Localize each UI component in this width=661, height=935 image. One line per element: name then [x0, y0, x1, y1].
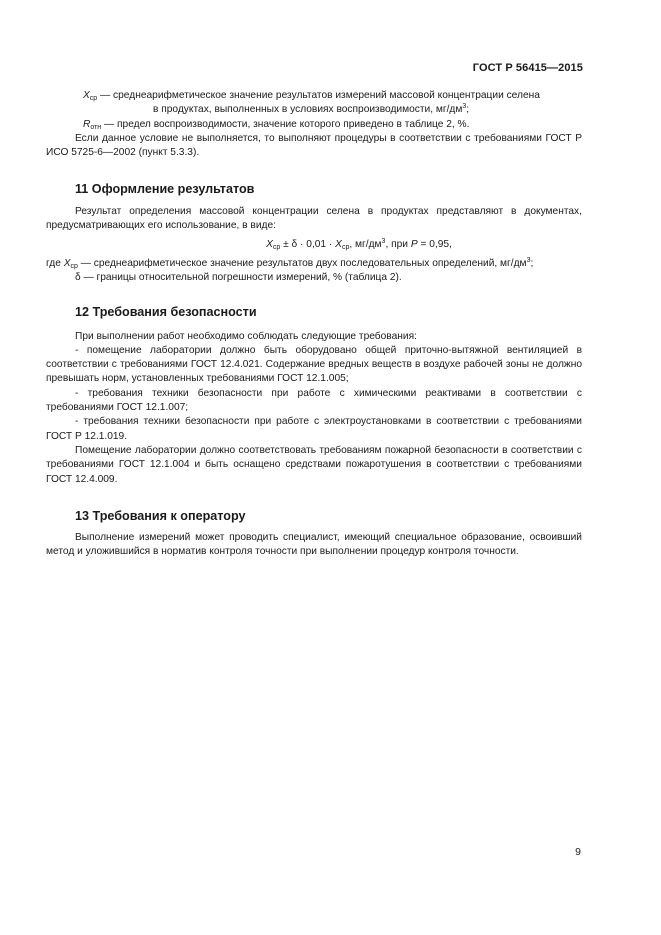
condition-paragraph: Если данное условие не выполняется, то выполняют процедуры в соответствии с требованиями ГОСТ Р ИСО 5725-6—2002 (пункт 5.3.3). [46, 132, 582, 159]
page-content [46, 89, 582, 560]
where-text: — среднеарифметическое значение результатов двух последовательных определений, мг/дм [77, 257, 527, 269]
safety-item-chemicals: - требования техники безопасности при работе с химическими реактивами в соответствии с требованиями ГОСТ 12.1.007; [46, 387, 582, 414]
formula-x2-subscript: ср [341, 244, 350, 252]
xcp-subscript: ср [89, 95, 98, 102]
r-definition [83, 118, 582, 132]
section-12-intro: При выполнении работ необходимо соблюдать следующие требования: [75, 330, 417, 342]
r-text: — предел воспроизводимости, значение которого приведено в таблице 2, %. [101, 118, 470, 130]
formula-x-subscript: ср [272, 244, 281, 252]
r-symbol: R [83, 118, 91, 130]
r-subscript: отн [90, 123, 102, 131]
section-13-title: 13 Требования к оператору [75, 508, 246, 523]
formula-middle: ± δ · 0,01 · [280, 239, 336, 251]
xcp-definition [83, 89, 582, 103]
formula-x: X [266, 239, 273, 251]
result-formula [46, 238, 582, 252]
where-end: ; [530, 257, 534, 269]
xcp-text-end: ; [466, 104, 470, 116]
safety-item-ventilation: - помещение лаборатории должно быть оборудовано общей приточно-вытяжной вентиляцией в соответствии с требованиями ГОСТ 12.4.021. Содержание вредных веществ в воздухе рабочей зоны не должно превышать норм, установленных требованиями ГОСТ 12.1.005; [46, 344, 582, 385]
formula-x2: X [335, 239, 342, 251]
formula-p: P [410, 239, 418, 251]
formula-unit-superscript: 3 [381, 238, 386, 246]
document-code-header: ГОСТ Р 56415—2015 [472, 62, 583, 74]
xcp-text-line2: в продуктах, выполненных в условиях воспроизводимости, мг/дм [153, 104, 463, 116]
where-xcp-line [46, 257, 582, 271]
delta-definition [75, 271, 582, 285]
section-13-paragraph: Выполнение измерений может проводить специалист, имеющий специальное образование, освоивший метод и уложившийся в норматив контроля точности при выполнении процедур контроля точности. [46, 532, 582, 558]
where-prefix: где [46, 257, 64, 269]
formula-condition: , при [385, 239, 411, 251]
xcp-text-line1: — среднеарифметическое значение результатов измерений массовой концентрации селена [97, 90, 540, 101]
formula-unit: , мг/дм [349, 239, 382, 251]
xcp-unit-superscript: 3 [462, 103, 467, 111]
xcp-symbol: X [83, 90, 90, 101]
delta-text: — границы относительной погрешности измерений, % (таблица 2). [80, 271, 402, 283]
safety-item-electrical: - требования техники безопасности при работе с электроустановками в соответствии с требованиями ГОСТ Р 12.1.019. [46, 416, 582, 442]
xcp-definition-continued [153, 103, 582, 117]
where-x-symbol: X [63, 257, 71, 269]
where-x-subscript: ср [70, 262, 78, 270]
fire-safety-paragraph: Помещение лаборатории должно соответствовать требованиям пожарной безопасности в соответствии с требованиями ГОСТ 12.1.004 и быть оснащено средствами пожаротушения в соответствии с требованиями ГОСТ 12.4.009. [46, 444, 582, 485]
section-12-title: 12 Требования безопасности [75, 305, 257, 320]
delta-symbol: δ [75, 271, 81, 283]
formula-end: = 0,95, [417, 239, 452, 251]
section-11-paragraph: Результат определения массовой концентрации селена в продуктах представляют в документах, предусматривающих его использование, в виде: [46, 205, 582, 232]
section-11-title: 11 Оформление результатов [75, 182, 255, 197]
page-number: 9 [575, 846, 581, 858]
where-unit-superscript: 3 [526, 256, 531, 264]
